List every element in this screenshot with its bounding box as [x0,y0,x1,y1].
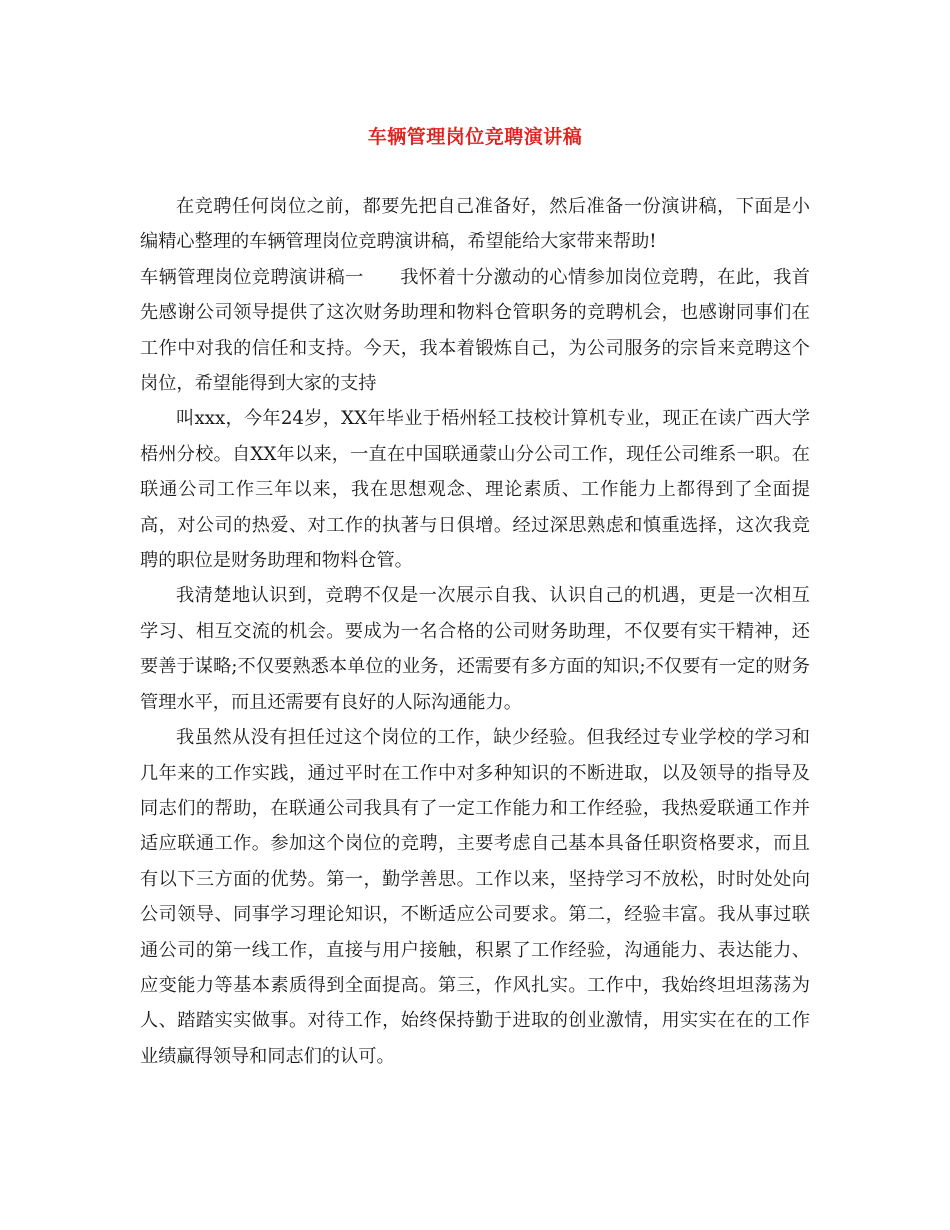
body-paragraph-3: 我虽然从没有担任过这个岗位的工作，缺少经验。但我经过专业学校的学习和几年来的工作实践，通过平时在工作中对多种知识的不断进取，以及领导的指导及同志们的帮助，在联通公司我具有了一定工作能力和工作经验，我热爱联通工作并适应联通工作。参加这个岗位的竞聘，主要考虑自己基本具备任职资格要求，而且有以下三方面的优势。第一，勤学善思。工作以来，坚持学习不放松，时时处处向公司领导、同事学习理论知识，不断适应公司要求。第二，经验丰富。我从事过联通公司的第一线工作，直接与用户接触，积累了工作经验，沟通能力、表达能力、应变能力等基本素质得到全面提高。第三，作风扎实。工作中，我始终坦坦荡荡为人、踏踏实实做事。对待工作，始终保持勤于进取的创业激情，用实实在在的工作业绩赢得领导和同志们的认可。 [140,727,810,1067]
body-paragraph-2: 我清楚地认识到，竞聘不仅是一次展示自我、认识自己的机遇，更是一次相互学习、相互交流的机会。要成为一名合格的公司财务助理，不仅要有实干精神，还要善于谋略;不仅要熟悉本单位的业务，还需要有多方面的知识;不仅要有一定的财务管理水平，而且还需要有良好的人际沟通能力。 [140,585,810,713]
body-paragraph-1: 叫xxx，今年24岁，XX年毕业于梧州轻工技校计算机专业，现正在读广西大学梧州分校。自XX年以来，一直在中国联通蒙山分公司工作，现任公司维系一职。在联通公司工作三年以来，我在思想观念、理论素质、工作能力上都得到了全面提高，对公司的热爱、对工作的执著与日俱增。经过深思熟虑和慎重选择，这次我竞聘的职位是财务助理和物料仓管。 [140,408,810,572]
section-label: 车辆管理岗位竞聘演讲稿一 [140,266,364,288]
intro-paragraph: 在竞聘任何岗位之前，都要先把自己准备好，然后准备一份演讲稿，下面是小编精心整理的车辆管理岗位竞聘演讲稿，希望能给大家带来帮助! [140,196,810,253]
section-paragraph [140,260,810,402]
document-body [140,189,810,1074]
section-opening-text: 我怀着十分激动的心情参加岗位竞聘，在此，我首先感谢公司领导提供了这次财务助理和物料仓管职务的竞聘机会，也感谢同事们在工作中对我的信任和支持。今天，我本着锻炼自己，为公司服务的宗旨来竞聘这个岗位，希望能得到大家的支持 [140,266,810,395]
document-title: 车辆管理岗位竞聘演讲稿 [367,126,583,148]
